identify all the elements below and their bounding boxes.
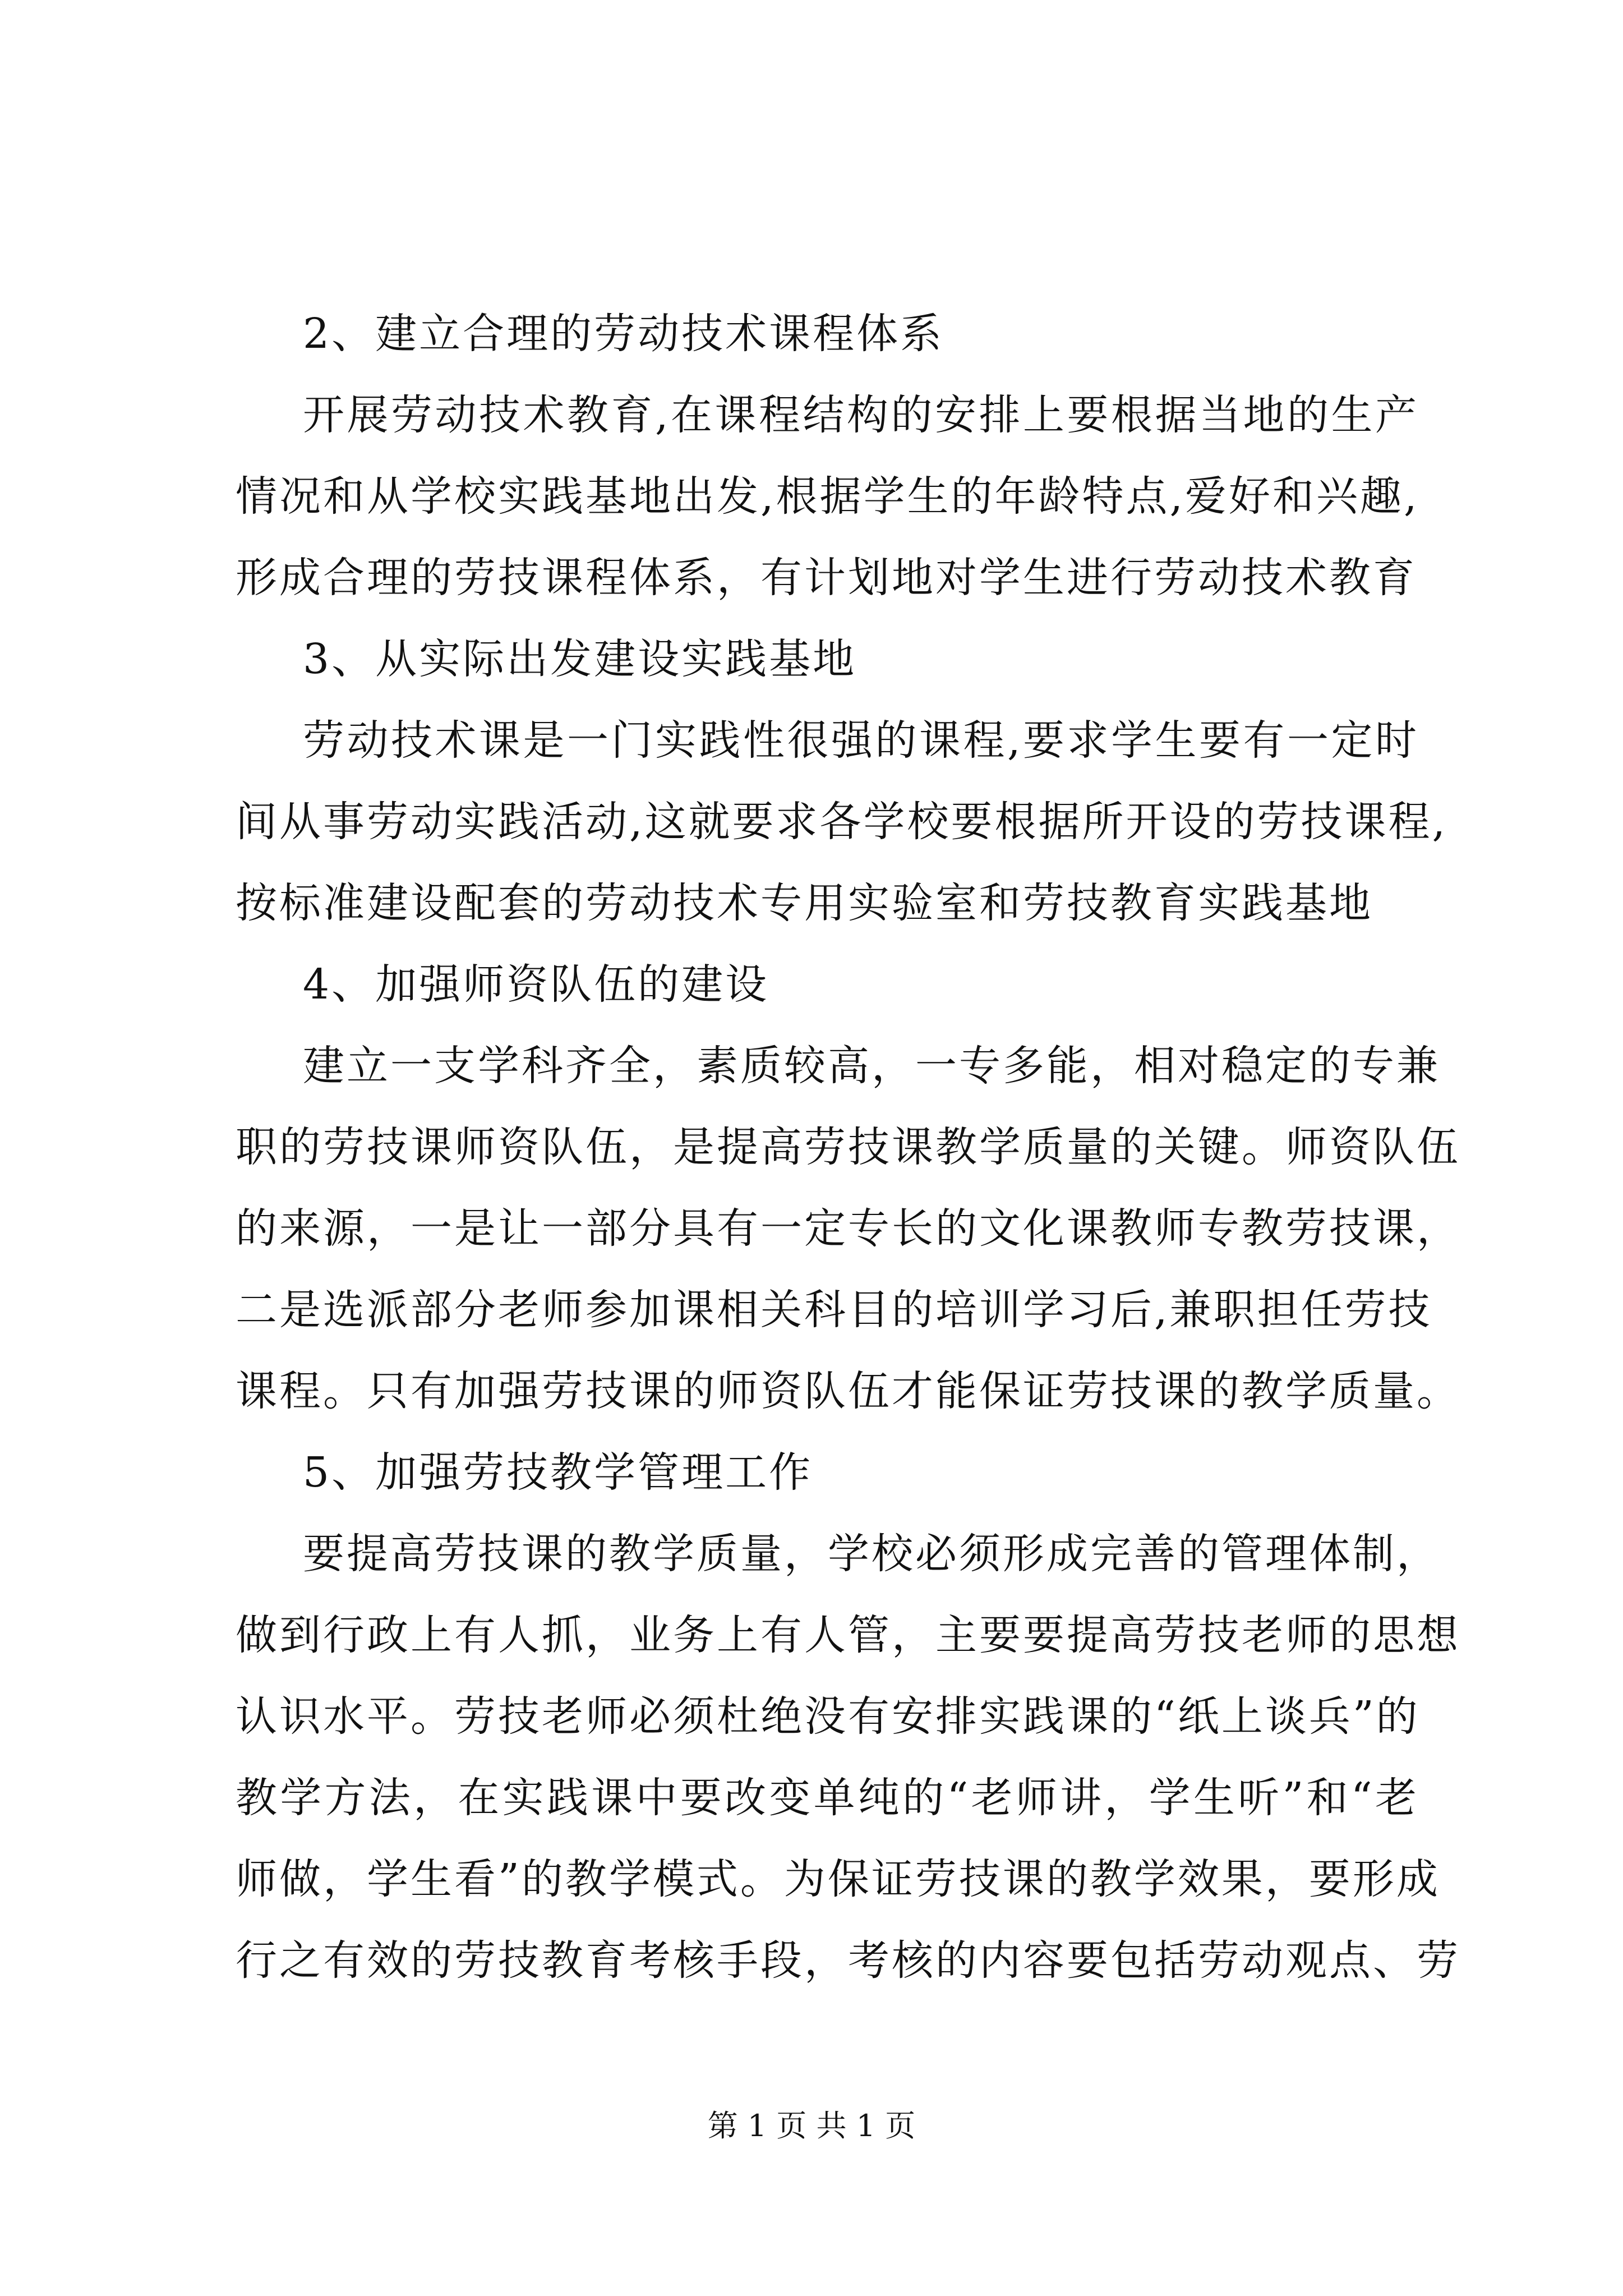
paragraph-line: 职的劳技课师资队伍，是提高劳技课教学质量的关键。师资队伍 (236, 1123, 1460, 1171)
paragraph-line: 按标准建设配套的劳动技术专用实验室和劳技教育实践基地 (236, 879, 1373, 927)
paragraph-line: 教学方法，在实践课中要改变单纯的“老师讲，学生听”和“老 (236, 1774, 1419, 1822)
heading-2: 2、建立合理的劳动技术课程体系 (303, 310, 944, 358)
paragraph-line: 间从事劳动实践活动,这就要求各学校要根据所开设的劳技课程, (236, 798, 1448, 846)
paragraph-line: 课程。只有加强劳技课的师资队伍才能保证劳技课的教学质量。 (236, 1367, 1460, 1415)
paragraph-line: 情况和从学校实践基地出发,根据学生的年龄特点,爱好和兴趣, (236, 472, 1419, 521)
paragraph-line: 要提高劳技课的教学质量，学校必须形成完善的管理体制， (303, 1530, 1440, 1578)
paragraph-line: 师做，学生看”的教学模式。为保证劳技课的教学效果，要形成 (236, 1855, 1440, 1903)
paragraph-line: 二是选派部分老师参加课相关科目的培训学习后,兼职担任劳技 (236, 1286, 1432, 1334)
page-number-footer: 第 1 页 共 1 页 (707, 2108, 916, 2143)
paragraph-line: 做到行政上有人抓，业务上有人管，主要要提高劳技老师的思想 (236, 1611, 1460, 1659)
paragraph-line: 建立一支学科齐全，素质较高，一专多能，相对稳定的专兼 (303, 1042, 1440, 1090)
paragraph-line: 认识水平。劳技老师必须杜绝没有安排实践课的“纸上谈兵”的 (236, 1692, 1420, 1741)
heading-3: 3、从实际出发建设实践基地 (303, 635, 857, 683)
paragraph-line: 开展劳动技术教育,在课程结构的安排上要根据当地的生产 (303, 391, 1419, 439)
paragraph-line: 的来源，一是让一部分具有一定专长的文化课教师专教劳技课， (236, 1204, 1460, 1253)
paragraph-line: 形成合理的劳技课程体系，有计划地对学生进行劳动技术教育 (236, 554, 1417, 602)
paragraph-line: 劳动技术课是一门实践性很强的课程,要求学生要有一定时 (303, 716, 1419, 765)
paragraph-line: 行之有效的劳技教育考核手段，考核的内容要包括劳动观点、劳 (236, 1936, 1460, 1985)
heading-4: 4、加强师资队伍的建设 (303, 960, 769, 1009)
heading-5: 5、加强劳技教学管理工作 (303, 1448, 813, 1497)
